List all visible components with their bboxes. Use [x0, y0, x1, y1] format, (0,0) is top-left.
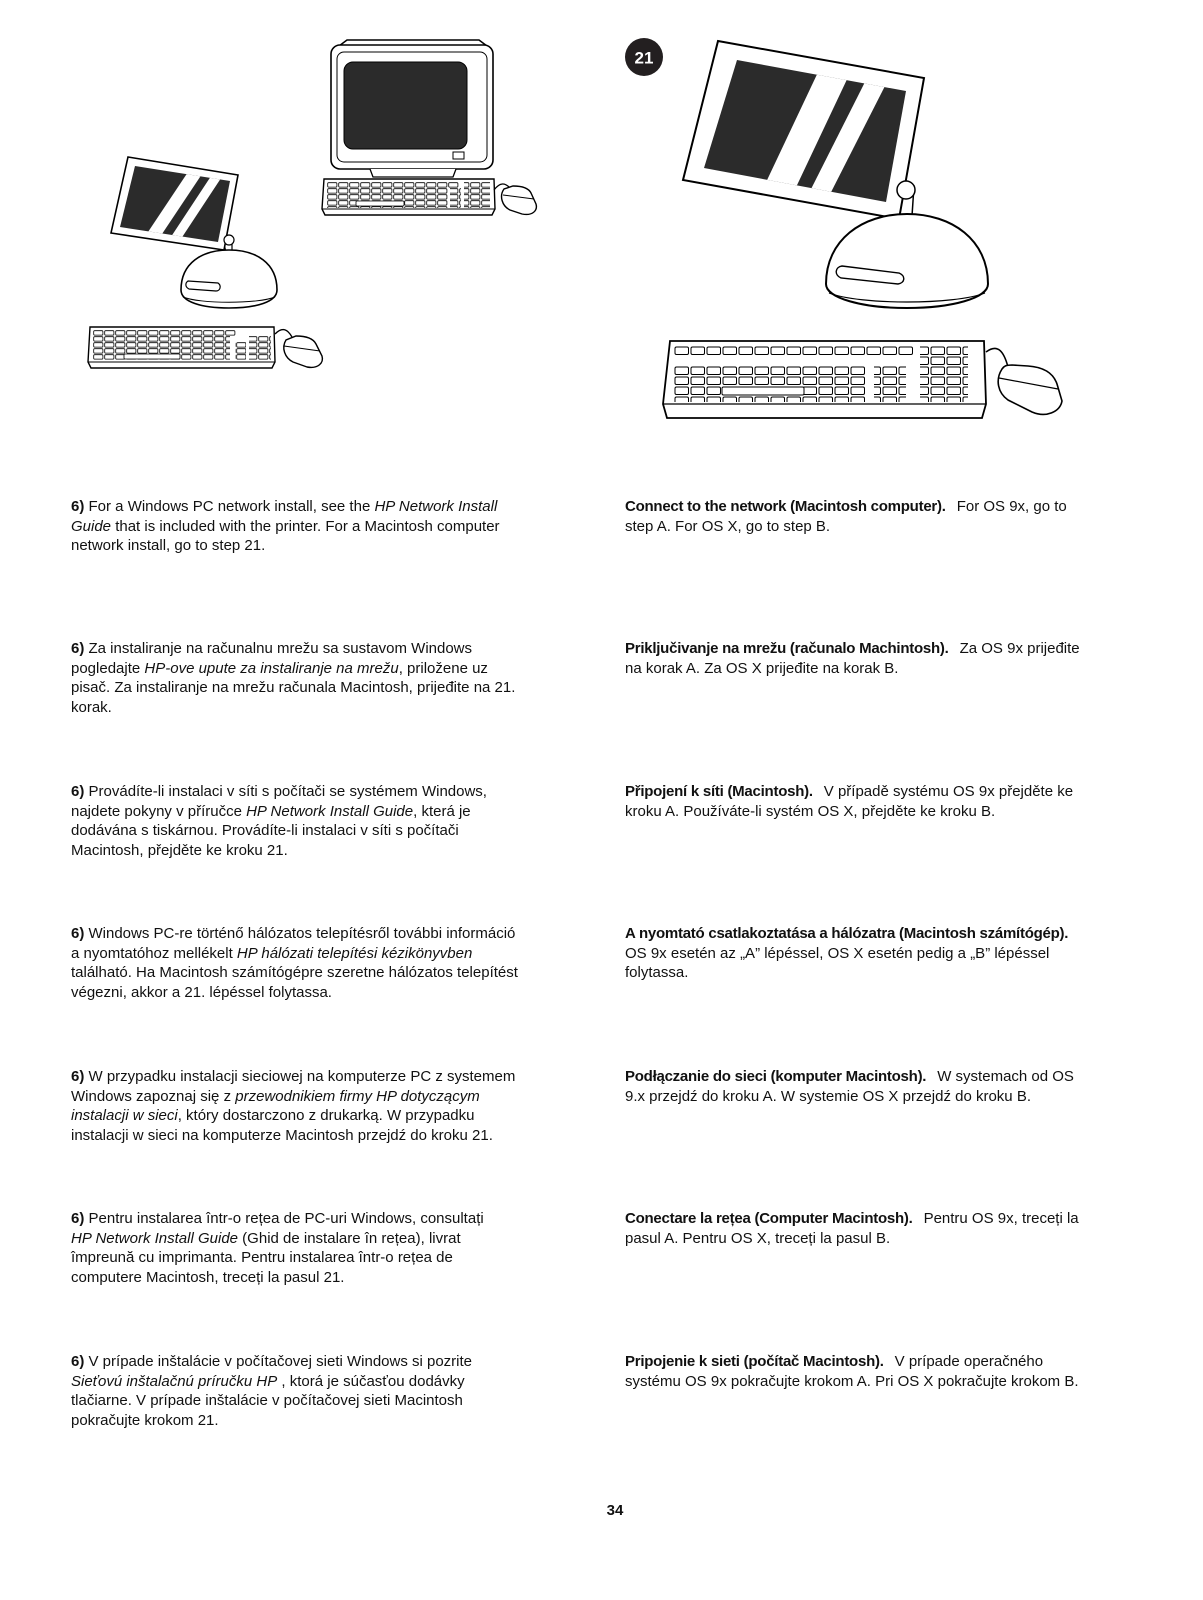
- instruction-macintosh-ro: [625, 1209, 1079, 1248]
- text-line: [625, 944, 1068, 964]
- body-text: systému OS 9x pokračujte krokom A. Pri OS X pokračujte krokom B.: [625, 1372, 1079, 1390]
- text-line: [71, 1209, 484, 1229]
- text-line: [71, 659, 515, 679]
- text-line: [71, 536, 500, 556]
- instruction-macintosh-pl: [625, 1067, 1074, 1106]
- step-label: 6): [71, 1068, 85, 1085]
- step-label: 6): [71, 925, 85, 942]
- guide-title: instalacji w sieci: [71, 1107, 178, 1125]
- body-text: network install, go to step 21.: [71, 537, 266, 555]
- body-text: For a Windows PC network install, see the: [84, 498, 375, 515]
- text-line: [71, 924, 518, 944]
- body-text: najdete pokyny v příručce: [71, 802, 247, 820]
- crt-computer-illustration: [322, 40, 536, 215]
- heading: Podłączanie do sieci (komputer Macintosh).: [625, 1068, 927, 1085]
- guide-title: Guide: [71, 517, 112, 535]
- step-label: 6): [71, 498, 85, 515]
- step-label: 6): [71, 640, 85, 657]
- body-text: kroku A. Používáte-li systém OS X, přejděte ke kroku B.: [625, 802, 996, 820]
- text-line: [625, 1229, 1079, 1249]
- step-label: 6): [71, 1210, 85, 1227]
- body-text: Provádíte-li instalaci v síti s počítači se systémem Windows,: [84, 783, 487, 800]
- imac-screen: [111, 157, 238, 254]
- body-text: végezni, akkor a 21. lépéssel folytassa.: [71, 984, 332, 1002]
- text-line: [71, 841, 487, 861]
- instruction-windows-hr: [71, 639, 515, 718]
- body-text: pogledajte: [71, 659, 145, 677]
- step-label: 6): [71, 1353, 85, 1370]
- heading: Conectare la rețea (Computer Macintosh).: [625, 1210, 913, 1227]
- text-line: [71, 1087, 515, 1107]
- body-text: instalacji w sieci na komputerze Macintosh przejdź do kroku 21.: [71, 1127, 493, 1145]
- body-text: tlačiarne. V prípade inštalácie v počítačovej sieti Macintosh: [71, 1392, 463, 1410]
- text-line: [71, 497, 500, 517]
- body-text: korak.: [71, 699, 112, 717]
- text-line: [71, 1126, 515, 1146]
- guide-title: HP Network Install Guide: [71, 1229, 239, 1247]
- text-line: [625, 802, 1073, 822]
- body-text: V případě systému OS 9x přejděte ke: [823, 783, 1074, 800]
- instruction-windows-sk: [71, 1352, 472, 1431]
- body-text: (Ghid de instalare în rețea), livrat: [238, 1229, 461, 1247]
- step-label: 6): [71, 783, 85, 800]
- guide-title: HP Network Install: [374, 498, 498, 515]
- body-text: Pentru OS 9x, treceți la: [923, 1210, 1079, 1227]
- body-text: pasul A. Pentru OS X, treceți la pasul B.: [625, 1229, 891, 1247]
- body-text: , která je: [413, 802, 471, 820]
- text-line: [71, 517, 500, 537]
- heading: Connect to the network (Macintosh computer).: [625, 498, 946, 515]
- text-line: [71, 944, 518, 964]
- text-line: [71, 1229, 484, 1249]
- text-line: [625, 517, 1067, 537]
- instruction-windows-cs: [71, 782, 487, 861]
- body-text: W systemach od OS: [937, 1068, 1074, 1085]
- text-line: [71, 698, 515, 718]
- text-line: [71, 1411, 472, 1431]
- body-text: 9.x przejdź do kroku A. W systemie OS X przejdź do kroku B.: [625, 1087, 1031, 1105]
- text-line: [71, 639, 515, 659]
- text-line: [71, 963, 518, 983]
- text-line: [625, 924, 1068, 944]
- text-line: [71, 1352, 472, 1372]
- body-text: pisač. Za instaliranje na mrežu računala Macintosh, prijeđite na 21.: [71, 679, 516, 697]
- body-text: Windows zapoznaj się z: [71, 1087, 236, 1105]
- text-line: [71, 1106, 515, 1126]
- guide-title: HP-ove upute za instaliranje na mrežu: [144, 659, 399, 677]
- mouse: [986, 348, 1062, 414]
- body-text: , priložene uz: [398, 659, 488, 677]
- body-text: dodávána s tiskárnou. Provádíte-li instalaci v síti s počítači: [71, 822, 459, 840]
- instruction-macintosh-en: [625, 497, 1067, 536]
- heading: A nyomtató csatlakoztatása a hálózatra (Macintosh számítógép).: [625, 925, 1069, 942]
- text-line: [71, 983, 518, 1003]
- text-line: [71, 1248, 484, 1268]
- text-line: [71, 1372, 472, 1392]
- imac-base: [826, 214, 988, 308]
- body-text: folytassa.: [625, 964, 689, 982]
- mouse: [494, 184, 536, 214]
- body-text: na korak A. Za OS X prijeđite na korak B.: [625, 659, 899, 677]
- imac-large-illustration: [663, 41, 1062, 418]
- text-line: [71, 802, 487, 822]
- instruction-macintosh-cs: [625, 782, 1073, 821]
- body-text: , ktorá je súčasťou dodávky: [277, 1372, 465, 1390]
- text-line: [71, 1067, 515, 1087]
- instruction-macintosh-sk: [625, 1352, 1079, 1391]
- instruction-windows-en: [71, 497, 500, 556]
- text-line: [71, 821, 487, 841]
- heading: Priključivanje na mrežu (računalo Machintosh).: [625, 640, 949, 657]
- text-line: [625, 497, 1067, 517]
- body-text: Windows PC-re történő hálózatos telepítésről további információ: [84, 925, 516, 942]
- body-text: For OS 9x, go to: [956, 498, 1067, 515]
- text-line: [625, 1209, 1079, 1229]
- body-text: împreună cu imprimanta. Pentru instalarea într-o rețea de: [71, 1249, 453, 1267]
- guide-title: HP Network Install Guide: [246, 802, 414, 820]
- text-line: [625, 639, 1080, 659]
- body-text: Pentru instalarea într-o rețea de PC-uri Windows, consultați: [84, 1210, 484, 1227]
- page-number: 34: [606, 1502, 624, 1519]
- heading: Připojení k síti (Macintosh).: [625, 783, 813, 800]
- guide-title: przewodnikiem firmy HP dotyczącym: [235, 1087, 480, 1105]
- body-text: computere Macintosh, treceți la pasul 21.: [71, 1269, 345, 1287]
- crt-monitor: [331, 40, 493, 177]
- body-text: , który dostarczono z drukarką. W przypadku: [177, 1107, 475, 1125]
- text-line: [625, 963, 1068, 983]
- text-line: [625, 1067, 1074, 1087]
- text-line: [625, 1352, 1079, 1372]
- text-line: [71, 1391, 472, 1411]
- imac-small-illustration: [88, 157, 322, 368]
- imac-base: [181, 250, 277, 308]
- keyboard: [663, 341, 986, 418]
- text-line: [625, 1372, 1079, 1392]
- keyboard: [88, 327, 275, 368]
- body-text: Za OS 9x prijeđite: [959, 640, 1080, 657]
- step-badge-number: 21: [634, 48, 654, 68]
- body-text: Za instaliranje na računalnu mrežu sa sustavom Windows: [84, 640, 473, 657]
- body-text: található. Ha Macintosh számítógépre szeretne hálózatos telepítést: [71, 964, 518, 982]
- body-text: step A. For OS X, go to step B.: [625, 517, 831, 535]
- body-text: pokračujte krokom 21.: [71, 1412, 219, 1430]
- mouse: [275, 330, 322, 368]
- text-line: [71, 782, 487, 802]
- text-line: [625, 1087, 1074, 1107]
- body-text: a nyomtatóhoz mellékelt: [71, 944, 237, 962]
- instruction-windows-ro: [71, 1209, 484, 1288]
- text-line: [625, 782, 1073, 802]
- keyboard: [322, 179, 495, 215]
- body-text: V prípade inštalácie v počítačovej sieti Windows si pozrite: [84, 1353, 473, 1370]
- instruction-windows-pl: [71, 1067, 515, 1146]
- instruction-windows-hu: [71, 924, 518, 1003]
- guide-title: HP hálózati telepítési kézikönyvben: [236, 944, 473, 962]
- body-text: W przypadku instalacji sieciowej na komputerze PC z systemem: [84, 1068, 516, 1085]
- step-badge: [625, 38, 663, 76]
- body-text: V prípade operačného: [894, 1353, 1044, 1370]
- body-text: OS 9x esetén az „A” lépéssel, OS X esetén pedig a „B” lépéssel: [625, 944, 1050, 962]
- text-line: [625, 659, 1080, 679]
- heading: Pripojenie k sieti (počítač Macintosh).: [625, 1353, 884, 1370]
- imac-screen: [683, 41, 924, 219]
- text-line: [71, 1268, 484, 1288]
- text-line: [71, 678, 515, 698]
- instruction-macintosh-hr: [625, 639, 1080, 678]
- body-text: that is included with the printer. For a Macintosh computer: [111, 517, 500, 535]
- computer-illustrations: [0, 0, 1203, 440]
- body-text: Macintosh, přejděte ke kroku 21.: [71, 842, 288, 860]
- instruction-macintosh-hu: [625, 924, 1068, 983]
- guide-title: Sieťovú inštalačnú príručku HP: [71, 1372, 278, 1390]
